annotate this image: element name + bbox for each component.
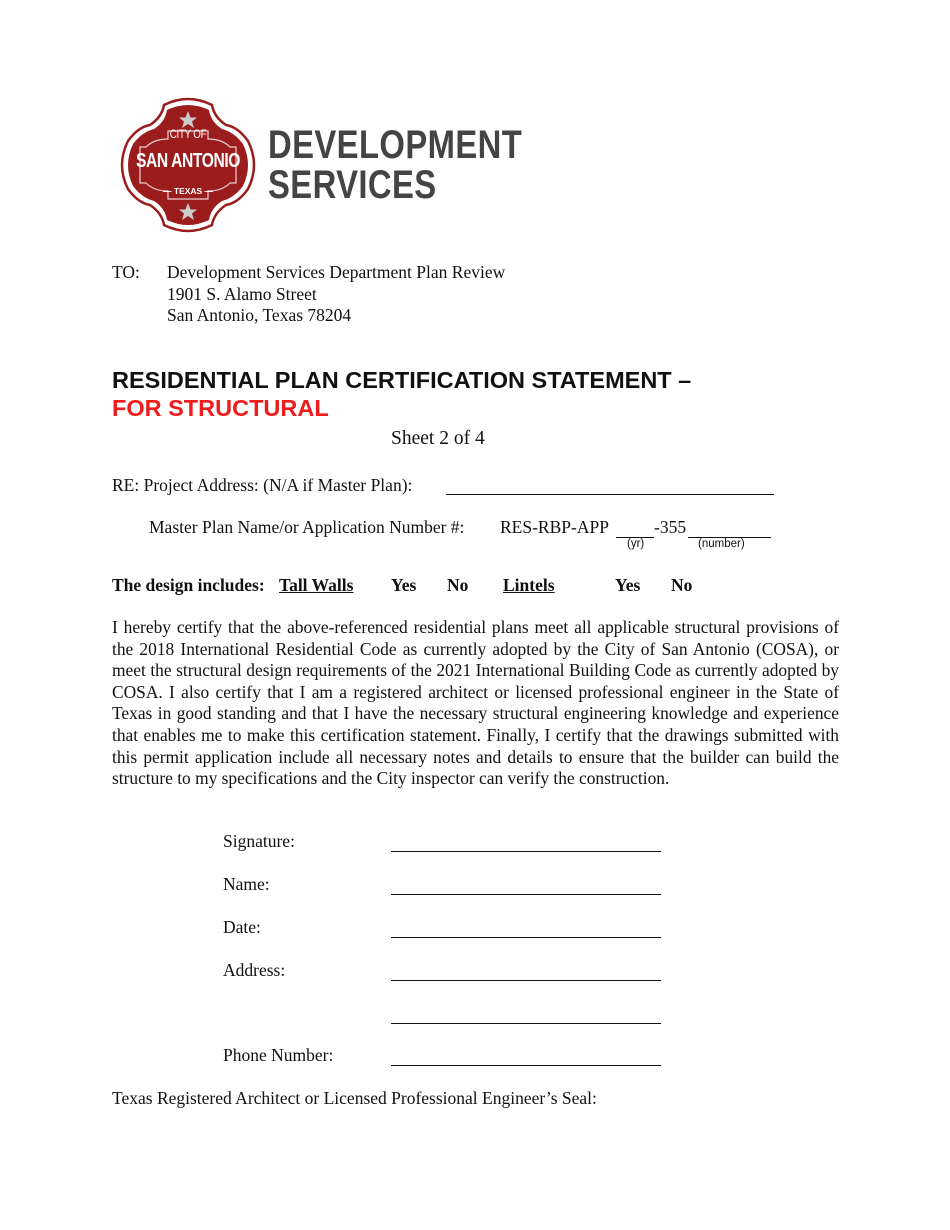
design-includes-label: The design includes: [112,575,265,595]
seal-text-city-of: CITY OF [169,129,207,141]
city-seal-logo [118,95,258,235]
lintels-label: Lintels [503,575,555,595]
tall-walls-yes-option[interactable]: Yes [391,575,417,595]
lintels-yes-option[interactable]: Yes [615,575,641,595]
lintels-no-option[interactable]: No [671,575,693,595]
certification-statement: I hereby certify that the above-referenced residential plans meet all applicable structural provisions of the 2018 International Residential Code as currently adopted by the City of San Antonio (COSA), or meet the structural design requirements of the 2021 International Building Code as currently adopted by COSA. I also certify that I am a registered architect or licensed professional engineer in the State of Texas in good standing and that I have the necessary structural engineering knowledge and experience that enables me to make this certification statement. Finally, I certify that the drawings submitted with this permit application include all necessary notes and details to ensure that the builder can build the structure to my specifications and the City inspector can verify the construction. [112,617,839,789]
title-line-1: RESIDENTIAL PLAN CERTIFICATION STATEMENT – [112,367,692,393]
master-plan-mid: -355 [654,517,687,537]
engineer-seal-label: Texas Registered Architect or Licensed Professional Engineer’s Seal: [112,1088,597,1108]
number-hint: (number) [698,538,745,550]
phone-field[interactable] [391,1065,661,1066]
seal-text-texas: — TEXAS — [162,186,214,196]
form-title [112,366,691,422]
to-line-3: San Antonio, Texas 78204 [167,305,352,325]
dept-name-line2: SERVICES [268,163,437,207]
tall-walls-no-option[interactable]: No [447,575,469,595]
project-address-label: RE: Project Address: (N/A if Master Plan): [112,475,413,495]
tall-walls-label: Tall Walls [279,575,354,595]
yr-hint: (yr) [627,538,645,550]
seal-text-san-antonio: SAN ANTONIO [135,150,241,172]
address-field-line-2[interactable] [391,1023,661,1024]
date-field[interactable] [391,937,661,938]
signature-field[interactable] [391,851,661,852]
address-field-line-1[interactable] [391,980,661,981]
sheet-number: Sheet 2 of 4 [391,428,485,449]
to-line-2: 1901 S. Alamo Street [167,283,317,304]
phone-label: Phone Number: [223,1045,334,1065]
date-label: Date: [223,917,261,937]
name-label: Name: [223,874,270,894]
signature-label: Signature: [223,831,295,851]
address-label: Address: [223,960,286,980]
name-field[interactable] [391,894,661,895]
master-plan-label: Master Plan Name/or Application Number #: [149,517,465,537]
project-address-field[interactable] [446,476,774,495]
to-line-1: Development Services Department Plan Review [167,262,506,282]
master-plan-prefix: RES-RBP-APP [500,517,609,537]
to-label: TO: [112,262,140,282]
seal-texas-word: TEXAS [173,186,203,196]
dept-name-line1: DEVELOPMENT [268,123,523,167]
title-line-2: FOR STRUCTURAL [112,395,329,421]
to-address-block [167,262,505,327]
